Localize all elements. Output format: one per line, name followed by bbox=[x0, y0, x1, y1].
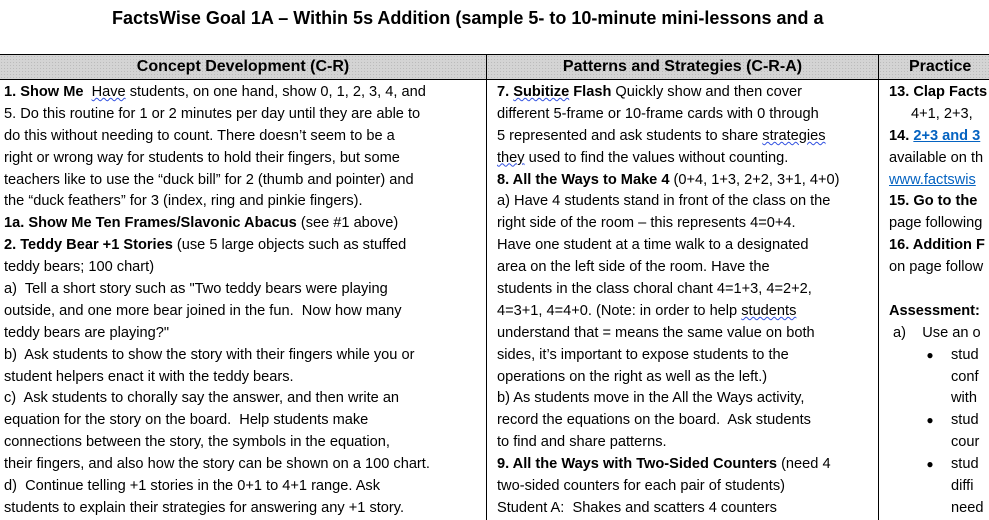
text-line bbox=[889, 301, 989, 323]
text-segment: Subitize bbox=[513, 84, 570, 100]
text-line bbox=[497, 432, 878, 454]
text-line bbox=[497, 410, 878, 432]
text-segment: stud bbox=[951, 456, 979, 473]
text-line bbox=[4, 388, 486, 410]
text-line bbox=[497, 148, 878, 170]
text-segment: Have bbox=[91, 84, 126, 100]
text-line bbox=[4, 82, 486, 104]
text-line bbox=[497, 498, 878, 520]
text-segment: cour bbox=[951, 434, 980, 451]
text-segment: right side of the room – this represents 4=0+4. bbox=[497, 215, 796, 232]
text-segment: with bbox=[951, 390, 977, 407]
text-segment: a) Tell a short story such as "Two teddy bears were playing bbox=[4, 281, 388, 298]
text-segment: stud bbox=[951, 346, 979, 363]
text-line bbox=[4, 432, 486, 454]
link[interactable]: www.factswis bbox=[889, 171, 976, 188]
text-line bbox=[4, 454, 486, 476]
text-line bbox=[889, 388, 989, 410]
text-line bbox=[889, 367, 989, 389]
text-segment: sides, it’s important to expose students to the bbox=[497, 346, 789, 363]
text-line bbox=[4, 170, 486, 192]
column-practice bbox=[879, 55, 989, 520]
text-segment: b) Ask students to show the story with their fingers while you or bbox=[4, 346, 415, 363]
text-segment: 7. bbox=[497, 84, 514, 100]
text-segment: (0+4, 1+3, 2+2, 3+1, 4+0) bbox=[669, 171, 840, 188]
column-concept-development bbox=[0, 55, 487, 520]
text-segment: available on th bbox=[889, 149, 984, 166]
text-segment: page following bbox=[889, 215, 983, 232]
text-segment: 15. Go to the bbox=[889, 193, 978, 210]
text-segment bbox=[83, 84, 91, 100]
text-line bbox=[4, 213, 486, 235]
text-line bbox=[497, 191, 878, 213]
text-line bbox=[889, 170, 989, 192]
text-segment: (see #1 above) bbox=[296, 215, 399, 232]
column-patterns-strategies bbox=[487, 55, 879, 520]
text-line bbox=[497, 257, 878, 279]
text-line bbox=[4, 148, 486, 170]
text-line bbox=[4, 257, 486, 279]
text-segment: used to find the values without counting. bbox=[524, 149, 789, 166]
text-line bbox=[4, 367, 486, 389]
text-line bbox=[4, 279, 486, 301]
text-segment: 16. Addition F bbox=[889, 237, 985, 254]
text-segment: stud bbox=[951, 412, 979, 429]
text-segment: they bbox=[497, 149, 525, 166]
text-segment: on page follow bbox=[889, 259, 984, 276]
text-segment: their fingers, and also how the story can be shown on a 100 chart. bbox=[4, 456, 430, 473]
text-segment: 9. All the Ways with Two-Sided Counters bbox=[497, 456, 778, 473]
text-line bbox=[4, 301, 486, 323]
text-segment: do this without needing to count. There doesn’t seem to be a bbox=[4, 127, 395, 144]
text-segment: area on the left side of the room. Have the bbox=[497, 259, 770, 276]
text-segment: student helpers enact it with the teddy bears. bbox=[4, 368, 294, 385]
text-segment: to find and share patterns. bbox=[497, 434, 667, 451]
text-segment: two-sided counters for each pair of students) bbox=[497, 478, 785, 495]
text-line bbox=[889, 345, 989, 367]
text-segment: 14. bbox=[889, 127, 914, 144]
text-line bbox=[889, 82, 989, 104]
text-line bbox=[497, 235, 878, 257]
text-segment: Quickly show and then cover bbox=[611, 84, 802, 100]
text-line bbox=[889, 257, 989, 279]
text-segment: 4=3+1, 4=4+0. (Note: in order to help bbox=[497, 302, 742, 319]
text-segment: diffi bbox=[951, 478, 974, 495]
text-line bbox=[889, 279, 989, 301]
text-line bbox=[497, 170, 878, 192]
text-segment: d) Continue telling +1 stories in the 0+1 to 4+1 range. Ask bbox=[4, 478, 381, 495]
text-line bbox=[4, 191, 486, 213]
text-segment: different 5-frame or 10-frame cards with 0 through bbox=[497, 105, 819, 122]
text-line bbox=[889, 476, 989, 498]
bullet-icon: ● bbox=[926, 413, 934, 428]
text-segment: outside, and one more bear joined in the fun. Now how many bbox=[4, 302, 402, 319]
text-segment: need bbox=[951, 499, 984, 516]
text-line bbox=[889, 498, 989, 520]
text-segment: c) Ask students to chorally say the answer, and then write an bbox=[4, 390, 400, 407]
text-segment: students to explain their strategies for answering any +1 story. bbox=[4, 499, 405, 516]
text-line bbox=[889, 213, 989, 235]
link[interactable]: 2+3 and 3 bbox=[913, 127, 981, 144]
text-segment: 5 represented and ask students to share bbox=[497, 127, 763, 144]
text-segment: strategies bbox=[762, 127, 826, 144]
text-segment: conf bbox=[951, 368, 979, 385]
bullet-icon: ● bbox=[926, 457, 934, 472]
text-segment: (need 4 bbox=[777, 456, 831, 473]
text-line bbox=[497, 388, 878, 410]
text-segment: students in the class choral chant 4=1+3, 4=2+2, bbox=[497, 281, 812, 298]
text-line bbox=[4, 410, 486, 432]
text-line bbox=[497, 367, 878, 389]
text-segment: b) As students move in the All the Ways activity, bbox=[497, 390, 805, 407]
text-line bbox=[4, 235, 486, 257]
document-title: FactsWise Goal 1A – Within 5s Addition (sample 5- to 10-minute mini-lessons and a bbox=[112, 8, 824, 28]
text-segment: a) Use an o bbox=[889, 324, 981, 341]
text-segment: students bbox=[741, 302, 797, 319]
text-line bbox=[4, 323, 486, 345]
text-line bbox=[889, 104, 989, 126]
text-line bbox=[497, 345, 878, 367]
text-line bbox=[497, 301, 878, 323]
text-segment: (use 5 large objects such as stuffed bbox=[172, 237, 407, 254]
text-segment: Have one student at a time walk to a designated bbox=[497, 237, 809, 254]
text-segment: teachers like to use the “duck bill” for 2 (thumb and pointer) and bbox=[4, 171, 414, 188]
text-segment: 13. Clap Facts bbox=[889, 84, 988, 100]
text-line bbox=[497, 126, 878, 148]
text-line bbox=[497, 476, 878, 498]
text-line bbox=[497, 104, 878, 126]
text-line bbox=[497, 213, 878, 235]
text-segment: 5. Do this routine for 1 or 2 minutes per day until they are able to bbox=[4, 105, 421, 122]
text-line bbox=[497, 323, 878, 345]
text-line bbox=[889, 235, 989, 257]
text-line bbox=[889, 432, 989, 454]
text-line bbox=[497, 454, 878, 476]
bullet-icon: ● bbox=[926, 347, 934, 362]
text-segment: record the equations on the board. Ask students bbox=[497, 412, 811, 429]
text-segment: understand that = means the same value on both bbox=[497, 324, 815, 341]
text-segment: right or wrong way for students to hold their fingers, but some bbox=[4, 149, 400, 166]
text-line bbox=[4, 345, 486, 367]
text-line bbox=[889, 148, 989, 170]
text-segment: 1a. Show Me Ten Frames/Slavonic Abacus bbox=[4, 215, 297, 232]
text-segment: students, on one hand, show 0, 1, 2, 3, 4, and bbox=[125, 84, 426, 100]
text-segment: teddy bears are playing?" bbox=[4, 324, 170, 341]
text-segment: 1. Show Me bbox=[4, 84, 84, 100]
text-segment: operations on the right as well as the left.) bbox=[497, 368, 768, 385]
text-line bbox=[889, 410, 989, 432]
text-line bbox=[497, 279, 878, 301]
text-segment: Assessment: bbox=[889, 302, 980, 319]
column-header: Practice bbox=[879, 55, 989, 80]
text-line bbox=[4, 476, 486, 498]
text-segment: the “duck feathers” for 3 (index, ring and pinkie fingers). bbox=[4, 193, 363, 210]
text-line bbox=[4, 104, 486, 126]
text-segment: connections between the story, the symbols in the equation, bbox=[4, 434, 390, 451]
column-header: Concept Development (C-R) bbox=[0, 55, 486, 80]
text-line bbox=[889, 126, 989, 148]
text-line bbox=[4, 126, 486, 148]
text-segment: Flash bbox=[569, 84, 612, 100]
text-line bbox=[497, 82, 878, 104]
text-segment: 8. All the Ways to Make 4 bbox=[497, 171, 670, 188]
text-segment: a) Have 4 students stand in front of the class on the bbox=[497, 193, 831, 210]
text-line bbox=[889, 191, 989, 213]
text-segment: Student A: Shakes and scatters 4 counters bbox=[497, 499, 777, 516]
column-header: Patterns and Strategies (C-R-A) bbox=[487, 55, 878, 80]
lesson-table bbox=[0, 54, 989, 520]
text-segment: equation for the story on the board. Help students make bbox=[4, 412, 369, 429]
text-segment: 4+1, 2+3, bbox=[911, 105, 973, 122]
text-segment: 2. Teddy Bear +1 Stories bbox=[4, 237, 173, 254]
text-line bbox=[889, 323, 989, 345]
text-line bbox=[889, 454, 989, 476]
text-segment: teddy bears; 100 chart) bbox=[4, 259, 155, 276]
text-line bbox=[4, 498, 486, 520]
